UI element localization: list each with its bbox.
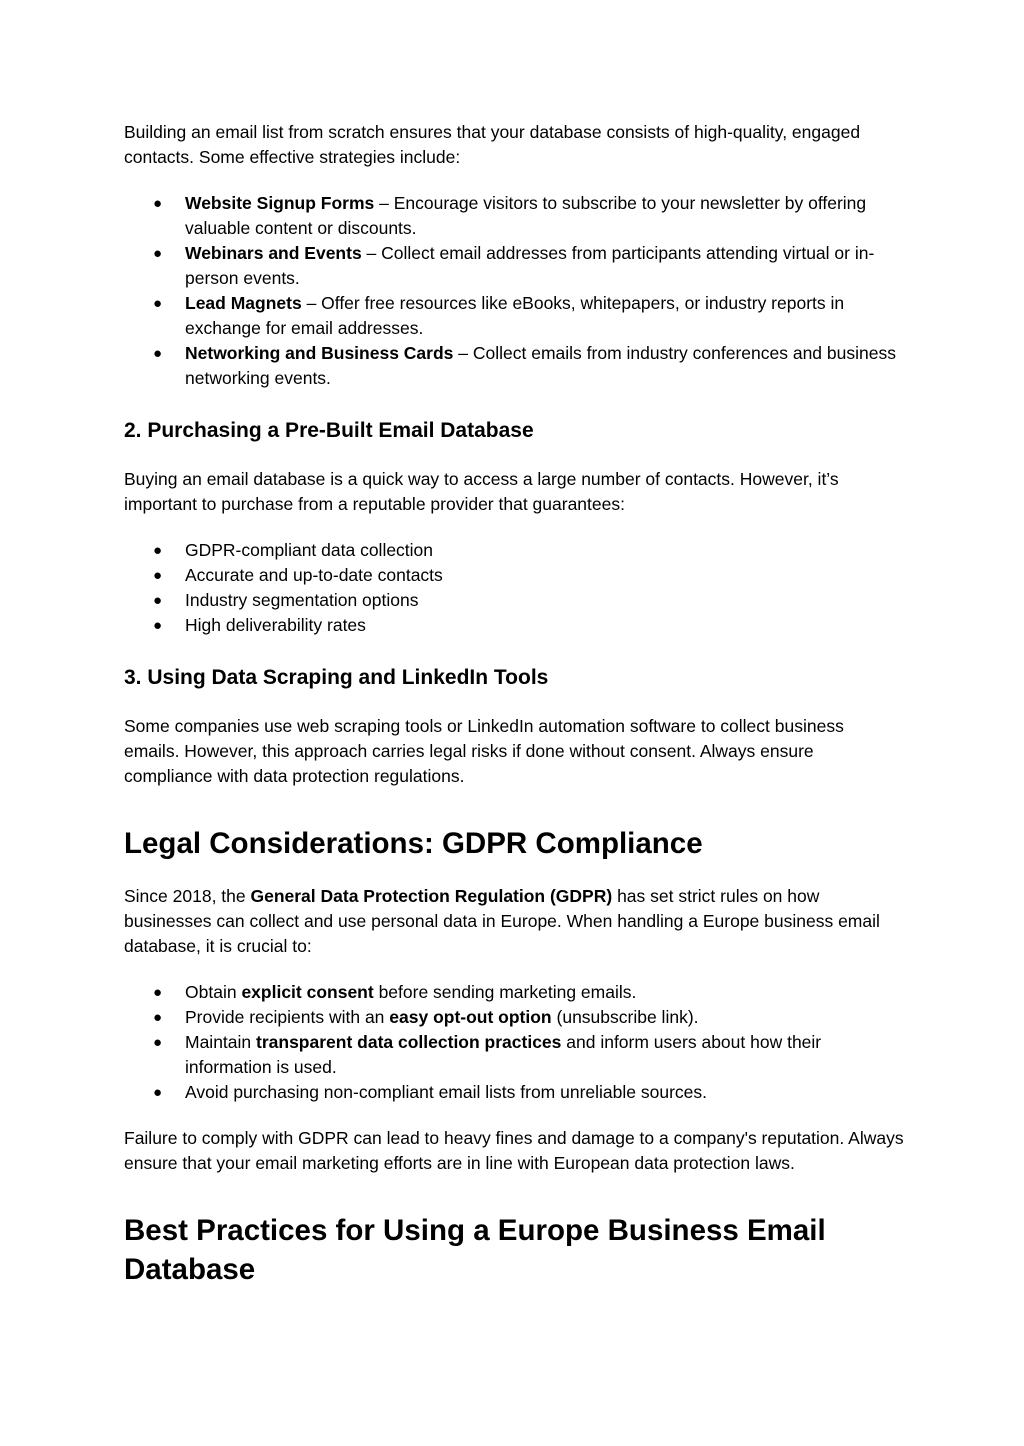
list-item-text: High deliverability rates <box>185 615 366 635</box>
list-item-title: Lead Magnets <box>185 293 302 313</box>
list-item: ● Provide recipients with an easy opt-out option (unsubscribe link). <box>124 1005 904 1030</box>
list-item-text: Accurate and up-to-date contacts <box>185 565 443 585</box>
list-item <box>124 241 904 291</box>
bullet-icon: ● <box>153 542 163 559</box>
bullet-icon: ● <box>153 592 163 609</box>
list-item <box>124 191 904 241</box>
list-item-title: Networking and Business Cards <box>185 343 454 363</box>
list-item <box>124 613 904 638</box>
bullet-icon: ● <box>153 1034 163 1051</box>
list-item-text: – Collect email addresses from participants attending virtual or in-person events. <box>185 243 875 288</box>
list-item <box>124 291 904 341</box>
list-item-title: Webinars and Events <box>185 243 362 263</box>
bullet-icon: ● <box>153 1009 163 1026</box>
guarantees-list <box>124 538 904 638</box>
section-title: Legal Considerations: GDPR Compliance <box>124 827 703 860</box>
section-heading: 3. Using Data Scraping and LinkedIn Tools <box>124 666 549 689</box>
list-item-text: – Collect emails from industry conferences and business networking events. <box>185 343 896 388</box>
section-paragraph: Some companies use web scraping tools or LinkedIn automation software to collect business emails. However, this approach carries legal risks if done without consent. Always ensure compliance with data protection regulations. <box>124 716 844 786</box>
bullet-icon: ● <box>153 245 163 262</box>
list-item <box>124 563 904 588</box>
list-item-text: – Offer free resources like eBooks, whitepapers, or industry reports in exchange for email addresses. <box>185 293 845 338</box>
document-page <box>124 120 904 1289</box>
section-paragraph: Buying an email database is a quick way to access a large number of contacts. However, it’s important to purchase from a reputable provider that guarantees: <box>124 469 839 514</box>
section-paragraph: Since 2018, the General Data Protection Regulation (GDPR) has set strict rules on how businesses can collect and use personal data in Europe. When handling a Europe business email database, it is crucial to: <box>124 886 880 956</box>
bullet-icon: ● <box>153 984 163 1001</box>
list-item-title: Website Signup Forms <box>185 193 375 213</box>
bullet-icon: ● <box>153 195 163 212</box>
list-item <box>124 588 904 613</box>
list-item: ● Maintain transparent data collection practices and inform users about how their information is used. <box>153 1032 822 1077</box>
list-item-text: – Encourage visitors to subscribe to your newsletter by offering valuable content or discounts. <box>185 193 867 238</box>
list-item <box>124 538 904 563</box>
compliance-list <box>124 980 904 1105</box>
bullet-icon: ● <box>153 617 163 634</box>
bullet-icon: ● <box>153 1084 163 1101</box>
section-paragraph: Failure to comply with GDPR can lead to heavy fines and damage to a company's reputation. Always ensure that your email marketing efforts are in line with European data protection laws. <box>124 1128 904 1173</box>
intro-paragraph: Building an email list from scratch ensures that your database consists of high-quality, engaged contacts. Some effective strategies include: <box>124 122 861 167</box>
bullet-icon: ● <box>153 345 163 362</box>
bullet-icon: ● <box>153 567 163 584</box>
list-item-text: GDPR-compliant data collection <box>185 540 434 560</box>
section-title: Best Practices for Using a Europe Business Email Database <box>124 1214 826 1286</box>
list-item-text: Industry segmentation options <box>185 590 419 610</box>
list-item: ● Obtain explicit consent before sending marketing emails. <box>124 980 904 1005</box>
strategies-list <box>124 191 904 391</box>
section-heading: 2. Purchasing a Pre-Built Email Database <box>124 419 534 442</box>
bullet-icon: ● <box>153 295 163 312</box>
list-item: ● Avoid purchasing non-compliant email lists from unreliable sources. <box>124 1080 904 1105</box>
list-item <box>124 341 904 391</box>
